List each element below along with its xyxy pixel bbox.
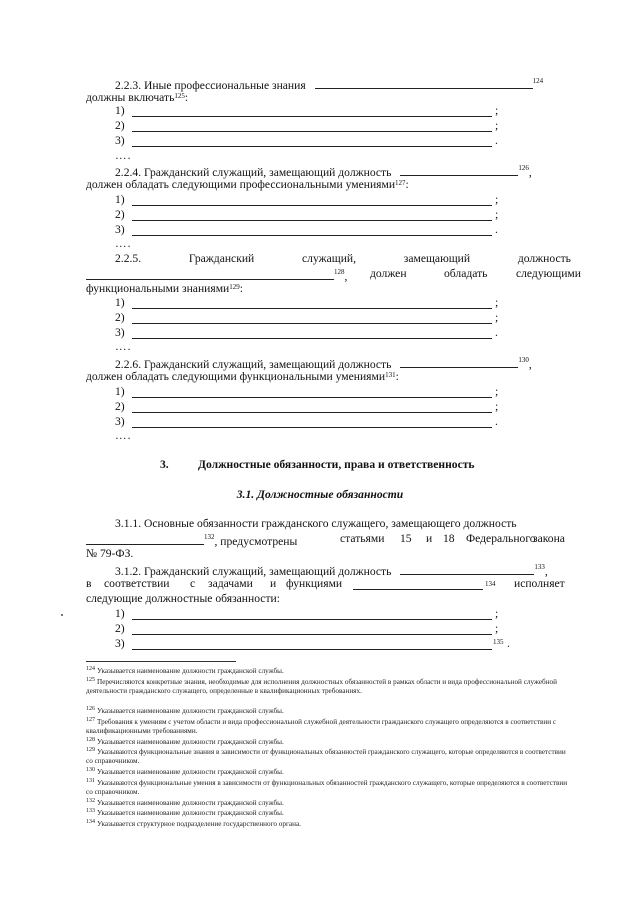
footnote-number: 132 — [86, 797, 95, 804]
footnote-ref: 132 — [204, 533, 215, 541]
footnote-number: 134 — [86, 818, 95, 825]
list-item: 1) ; — [115, 193, 499, 206]
ellipsis: …. — [115, 149, 132, 162]
para-2-2-5-line3: функциональными знаниями$^{129}$: — [86, 282, 243, 295]
list-item: 3) . — [115, 326, 498, 339]
list-item: 3) . — [115, 415, 498, 428]
footnote-number: 133 — [86, 808, 95, 814]
scan-mark — [61, 614, 63, 616]
subsection-title: 3.1. Должностные обязанности — [236, 488, 404, 501]
footnote-ref: 133 — [534, 563, 545, 571]
blank-field — [86, 267, 334, 280]
list-item: 3) . — [115, 223, 498, 236]
footnote-number: 127 — [86, 716, 95, 723]
list-item: 3) 135 . — [115, 637, 510, 650]
footnote-ref: 131 — [385, 371, 396, 379]
footnote-text: Указывается наименование должности гражданской службы. — [97, 768, 284, 776]
footnote-132 — [86, 799, 572, 808]
footnote-text: Перечисляются конкретные знания, необходимые для исполнения должностных обязанностей в рамках области и вида профессиональной служебной деятельности гражданского служащего, определенные в квалификационных требованиях. — [86, 677, 557, 695]
para-3-1-1-line2: $^{132}$, предусмотрены статьями 15 и 18 Федерального закона — [86, 532, 572, 549]
footnote-text: Указывается наименование должности гражданской службы. — [97, 798, 284, 807]
footnote-ref: 128 — [334, 268, 345, 276]
list-item: 1) ; — [115, 385, 499, 398]
footnote-134 — [86, 820, 572, 829]
footnote-ref: 127 — [395, 179, 406, 187]
footnote-text: Указываются функциональные знания в зависимости от функциональных обязанностей гражданского служащего, которые определяются в соответствии со справочником. — [86, 748, 566, 765]
list-item: 2) ; — [115, 400, 499, 413]
footnote-126 — [86, 707, 572, 716]
section-number: 3. — [160, 458, 169, 471]
footnote-number: 131 — [86, 777, 95, 784]
footnote-number: 129 — [86, 747, 95, 753]
para-3-1-1-line3: № 79-ФЗ. — [86, 547, 134, 560]
footnote-128 — [86, 738, 572, 747]
para-3-1-2-line1: 3.1.2. Гражданский служащий, замещающий должность $^{133}$, — [115, 563, 548, 578]
list-item: 2) ; — [115, 208, 499, 221]
list-item: 1) ; — [115, 607, 499, 620]
blank-field — [400, 163, 518, 176]
footnote-number: 130 — [86, 767, 95, 773]
footnote-127 — [86, 718, 572, 736]
para-2-2-6-line1: 2.2.6. Гражданский служащий, замещающий должность $^{130}$, — [115, 356, 532, 371]
footnote-ref: 124 — [532, 77, 544, 85]
list-item: 2) ; — [115, 622, 499, 635]
section-title: Должностные обязанности, права и ответственность — [198, 458, 475, 471]
ellipsis: …. — [115, 429, 132, 442]
footnote-129 — [86, 748, 572, 766]
list-item: 2) ; — [115, 311, 499, 324]
list-item: 1) ; — [115, 296, 499, 309]
footnote-131 — [86, 779, 572, 797]
ellipsis: …. — [115, 340, 132, 353]
footnote-ref: 130 — [518, 356, 529, 364]
footnote-number: 126 — [86, 706, 95, 712]
blank-field — [353, 577, 483, 590]
footnote-text: Требования к умениям с учетом области и вида профессиональной служебной деятельности гражданского служащего определяются в соответствии с квалификационными требованиями. — [86, 717, 557, 735]
footnote-ref: 125 — [174, 92, 185, 100]
footnote-text: Указывается наименование должности гражданской службы. — [97, 737, 284, 746]
footnote-number: 125 — [86, 676, 95, 683]
para-2-2-6-line2: должен обладать следующими функциональными умениями$^{131}$: — [86, 370, 399, 383]
para-2-2-5-line1: 2.2.5. Гражданский служащий, замещающий должность — [115, 252, 571, 265]
footnote-text: Указывается структурное подразделение государственного органа. — [97, 819, 301, 828]
ellipsis: …. — [115, 237, 132, 250]
para-2-2-3-line1: 2.2.3. Иные профессиональные знания $^{124}$ — [115, 77, 544, 92]
footnote-separator — [86, 661, 236, 662]
blank-field — [86, 532, 204, 545]
para-3-1-1-line1: 3.1.1. Основные обязанности гражданского служащего, замещающего должность — [115, 517, 517, 530]
footnote-number: 124 — [86, 666, 95, 672]
footnote-133 — [86, 809, 572, 818]
footnote-text: Указываются функциональные умения в зависимости от функциональных обязанностей гражданского служащего, которые определяются в соответствии со справочником. — [86, 778, 568, 796]
para-2-2-4-line1: 2.2.4. Гражданский служащий, замещающий должность $^{126}$, — [115, 164, 532, 179]
footnote-ref: 135 — [493, 638, 504, 646]
para-2-2-5-line2: $^{128}$, должен обладать следующими — [86, 267, 572, 284]
list-item: 3) . — [115, 134, 498, 147]
para-2-2-4-line2: должен обладать следующими профессиональными умениями$^{127}$: — [86, 178, 409, 191]
footnote-125 — [86, 678, 572, 696]
footnote-124 — [86, 667, 572, 676]
list-item: 1) ; — [115, 104, 499, 117]
blank-field — [400, 562, 534, 575]
blank-field — [315, 76, 533, 89]
list-item: 2) ; — [115, 119, 499, 132]
blank-field — [400, 355, 518, 368]
footnote-text: Указывается наименование должности гражданской службы. — [97, 809, 284, 817]
para-3-1-2-line2: в соответствии с задачами и функциями 134 исполняет — [86, 577, 565, 590]
para-2-2-3-line2: должны включать$^{125}$: — [86, 91, 189, 104]
footnote-text: Указывается наименование должности гражданской службы. — [97, 707, 284, 715]
footnote-number: 128 — [86, 736, 95, 743]
para-3-1-2-line3: следующие должностные обязанности: — [86, 592, 280, 605]
footnote-130 — [86, 768, 572, 777]
footnote-ref: 126 — [518, 164, 529, 172]
footnote-ref: 134 — [485, 580, 496, 588]
footnote-ref: 129 — [229, 283, 240, 291]
footnote-text: Указывается наименование должности гражданской службы. — [97, 667, 284, 675]
